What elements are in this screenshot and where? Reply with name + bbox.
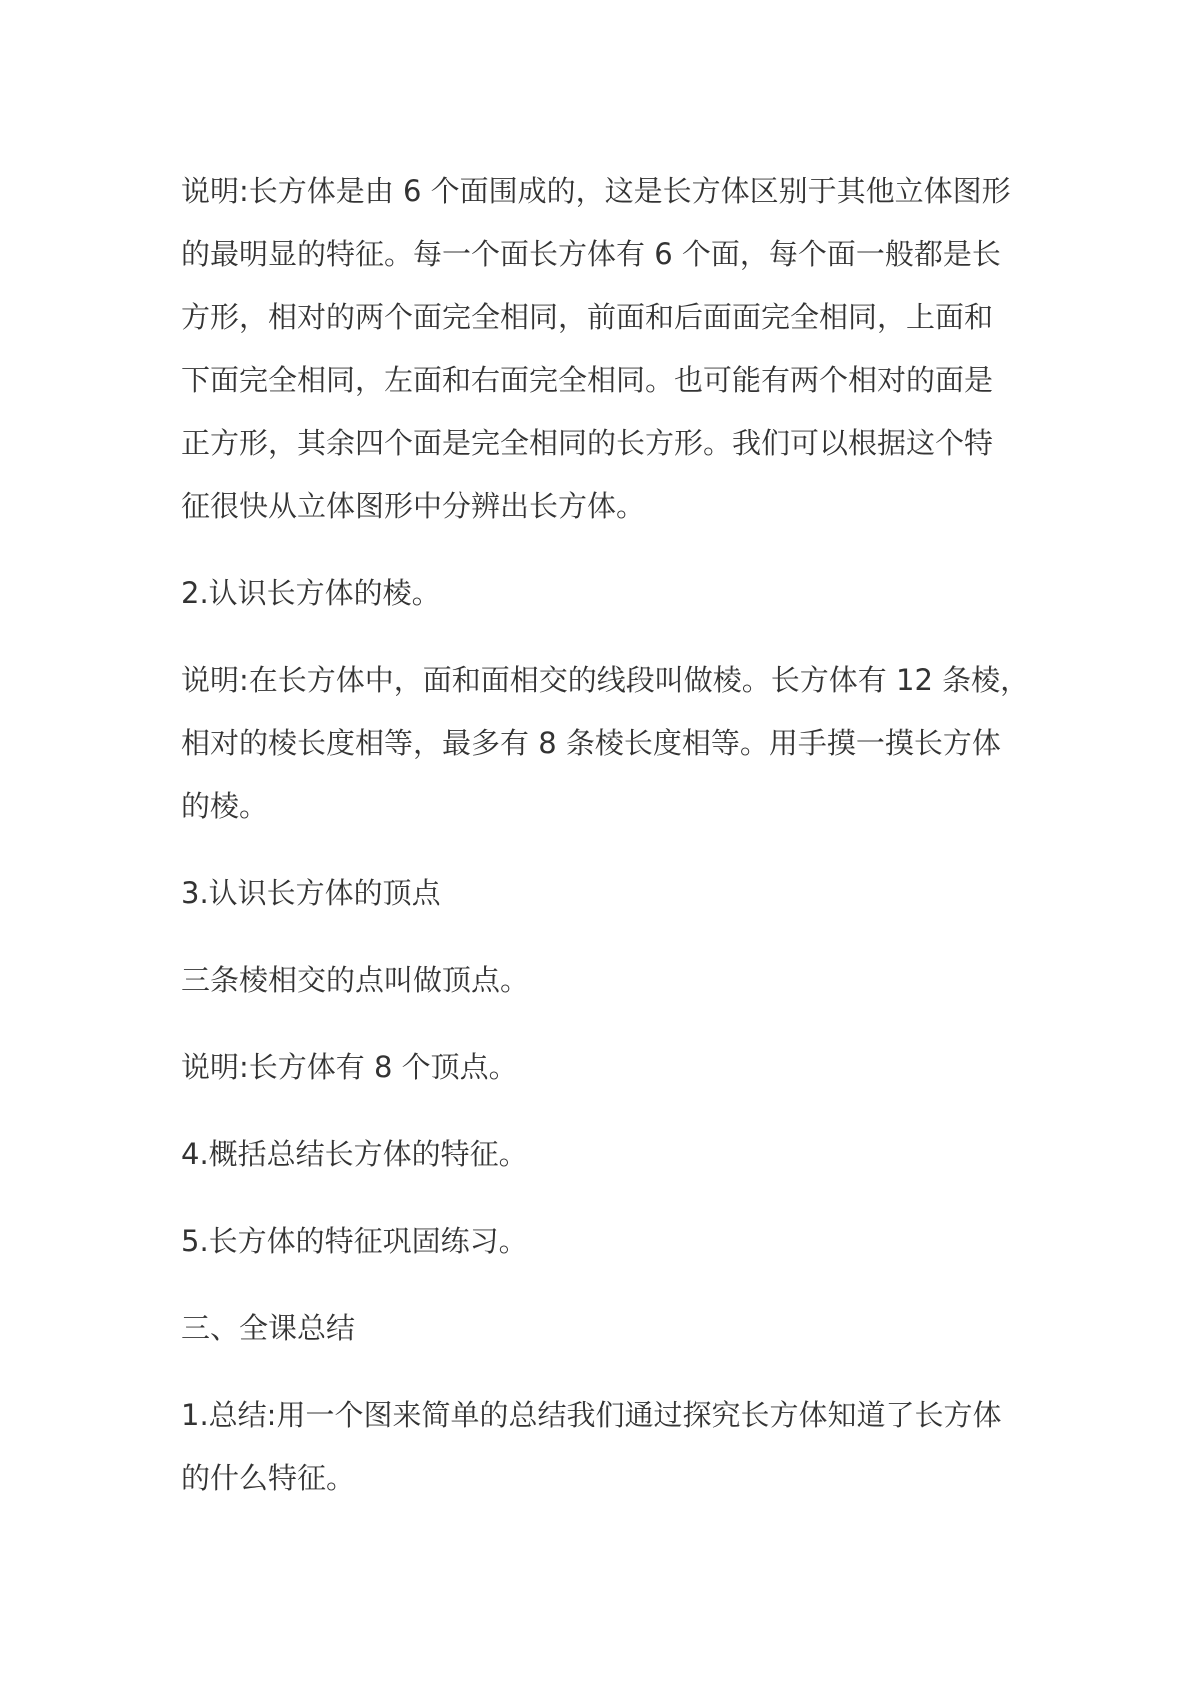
text-line: 的什么特征。 bbox=[181, 1461, 356, 1495]
text-line: 1.总结:用一个图来简单的总结我们通过探究长方体知道了长方体 bbox=[181, 1398, 1002, 1432]
text-line: 的棱。 bbox=[181, 789, 269, 823]
section-heading-course-summary bbox=[181, 1297, 1021, 1360]
paragraph-vertex-definition bbox=[181, 949, 1021, 1012]
heading-edges bbox=[181, 562, 1021, 625]
text-line: 5.长方体的特征巩固练习。 bbox=[181, 1224, 528, 1258]
text-line: 2.认识长方体的棱。 bbox=[181, 576, 441, 610]
heading-vertices bbox=[181, 862, 1021, 925]
text-line: 征很快从立体图形中分辨出长方体。 bbox=[181, 489, 646, 523]
heading-practice bbox=[181, 1210, 1021, 1273]
text-line: 下面完全相同，左面和右面完全相同。也可能有两个相对的面是 bbox=[181, 363, 994, 397]
document-body bbox=[181, 160, 1030, 1510]
paragraph-vertex-count bbox=[181, 1036, 1021, 1099]
paragraph-face-explanation bbox=[181, 160, 1021, 538]
heading-summary-features bbox=[181, 1123, 1021, 1186]
text-line: 说明:长方体有 8 个顶点。 bbox=[181, 1050, 518, 1084]
text-line: 说明:在长方体中，面和面相交的线段叫做棱。长方体有 12 条棱， bbox=[181, 663, 1030, 697]
paragraph-edge-explanation bbox=[181, 649, 1030, 838]
text-line: 正方形，其余四个面是完全相同的长方形。我们可以根据这个特 bbox=[181, 426, 994, 460]
paragraph-summary bbox=[181, 1384, 1021, 1510]
text-line: 三、全课总结 bbox=[181, 1311, 356, 1345]
text-line: 的最明显的特征。每一个面长方体有 6 个面，每个面一般都是长 bbox=[181, 237, 1001, 271]
text-line: 3.认识长方体的顶点 bbox=[181, 876, 441, 910]
text-line: 说明:长方体是由 6 个面围成的，这是长方体区别于其他立体图形 bbox=[181, 174, 1011, 208]
text-line: 三条棱相交的点叫做顶点。 bbox=[181, 963, 530, 997]
text-line: 相对的棱长度相等，最多有 8 条棱长度相等。用手摸一摸长方体 bbox=[181, 726, 1001, 760]
text-line: 4.概括总结长方体的特征。 bbox=[181, 1137, 528, 1171]
text-line: 方形，相对的两个面完全相同，前面和后面面完全相同，上面和 bbox=[181, 300, 994, 334]
